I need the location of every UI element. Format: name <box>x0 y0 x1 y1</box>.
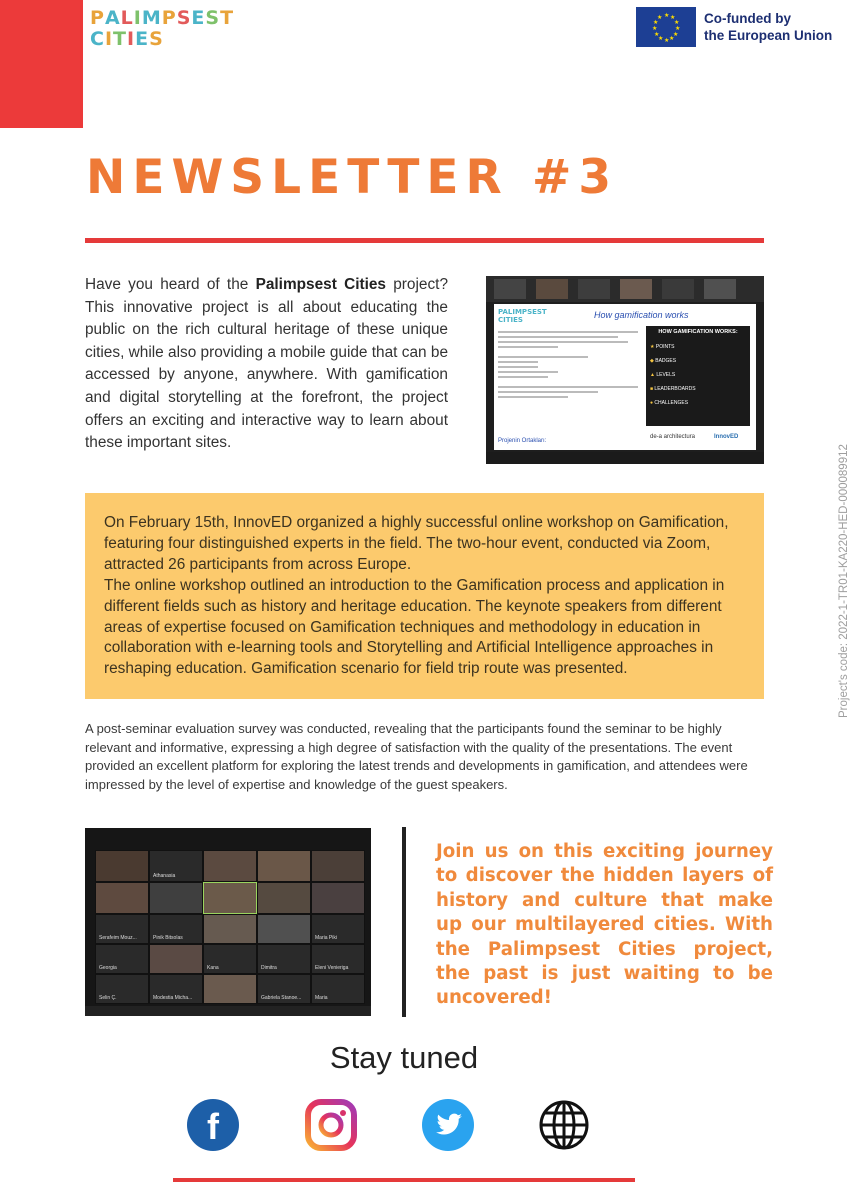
logo-line-1: PALIMPSEST <box>90 7 235 29</box>
panel-item: CHALLENGES <box>654 400 689 406</box>
zoom-gallery-screenshot <box>85 828 371 1016</box>
participant-name: Selin Ç. <box>99 995 117 1001</box>
gamification-slide-screenshot <box>486 276 764 464</box>
workshop-paragraph-1: On February 15th, InnovED organized a highly successful online workshop on Gamification, featuring four distinguished experts in the field. The two-hour event, conducted via Zoom, attracted 26 participants from across Europe. <box>104 514 729 573</box>
participant-name: Serafeim Mouz... <box>99 935 137 941</box>
slide-logo-line-2: CITIES <box>498 316 523 324</box>
logo-line-2: CITIES <box>90 28 164 50</box>
svg-text:★: ★ <box>674 19 680 26</box>
svg-text:★: ★ <box>653 19 659 26</box>
intro-project-name: Palimpsest Cities <box>255 276 386 293</box>
participant-name: Kana <box>207 965 219 971</box>
slide-partners-label: Projenin Ortakları: <box>498 438 547 444</box>
instagram-icon[interactable] <box>305 1099 357 1151</box>
survey-paragraph: A post-seminar evaluation survey was conducted, revealing that the participants found the seminar to be highly relevant and informative, expressing a high degree of satisfaction with the quality of the presentations. The event provided an excellent platform for exploring the latest trends and developments in gamification, and attendees were impressed by the level of expertise and knowledge of the guest speakers. <box>85 721 748 792</box>
project-code-label: Project's code: 2022-1-TR01-KA220-HED-000089912 <box>838 444 850 718</box>
slide-gamification-panel <box>646 326 750 426</box>
panel-item: LEADERBOARDS <box>654 386 696 392</box>
footer-divider <box>173 1178 635 1182</box>
participant-name: Maria <box>315 995 328 1001</box>
slide-body-lines <box>498 328 644 401</box>
panel-items: ★ POINTS ◆ BADGES ▲ LEVELS ■ LEADERBOARDS ● CHALLENGES <box>650 344 696 406</box>
participant-name: Georgia <box>99 965 117 971</box>
slide-partner-1: de-a architectura <box>650 434 696 440</box>
vertical-divider <box>402 827 406 1017</box>
twitter-icon[interactable] <box>422 1099 474 1151</box>
intro-before: Have you heard of the <box>85 276 256 293</box>
svg-text:★: ★ <box>669 35 675 42</box>
facebook-icon[interactable] <box>187 1099 239 1151</box>
panel-title: HOW GAMIFICATION WORKS: <box>658 329 738 335</box>
title-divider <box>85 238 764 243</box>
participant-name: Gabriela Stanoe... <box>261 995 302 1001</box>
workshop-text <box>104 513 744 680</box>
panel-item: BADGES <box>655 358 677 364</box>
workshop-paragraph-2: The online workshop outlined an introduction to the Gamification process and application in different fields such as history and heritage education. The keynote speakers from different areas of expertise focused on Gamification techniques and methodology in education in collaboration with e-learning tools and Storytelling and Artificial Intelligence approaches in reshaping education. Gamification scenario for field trip route was presented. <box>104 576 725 678</box>
svg-text:★: ★ <box>654 31 660 38</box>
panel-item: LEVELS <box>656 372 676 378</box>
participant-name: Dimitra <box>261 965 277 971</box>
participant-name: Eleni Venieriga <box>315 965 349 971</box>
zoom-gallery-toolbar <box>85 1006 371 1016</box>
slide-logo-line-1: PALIMPSEST <box>498 308 547 316</box>
facebook-glyph: f <box>207 1106 219 1147</box>
eu-line-1: Co-funded by <box>704 11 791 26</box>
panel-item: POINTS <box>655 344 675 350</box>
newsletter-title: NEWSLETTER #3 <box>86 150 619 205</box>
svg-text:★: ★ <box>673 31 679 38</box>
svg-text:★: ★ <box>658 35 664 42</box>
slide-canvas <box>494 304 756 450</box>
participant-name: Athanasia <box>153 873 176 879</box>
svg-text:★: ★ <box>664 37 670 44</box>
zoom-toolbar <box>486 452 764 464</box>
slide-title: How gamification works <box>594 310 689 320</box>
eu-cofunded-label <box>704 10 832 44</box>
stay-tuned-heading: Stay tuned <box>329 1040 479 1075</box>
svg-text:★: ★ <box>657 14 663 21</box>
slide-partner-2: InnovED <box>714 434 739 440</box>
participant-name: Modestia Micha... <box>153 995 193 1001</box>
slide-logo <box>498 308 547 324</box>
participant-name: Maria Piki <box>315 935 337 941</box>
svg-text:★: ★ <box>670 14 676 21</box>
intro-paragraph <box>85 274 448 455</box>
svg-text:★: ★ <box>675 25 681 32</box>
red-corner-block <box>0 0 83 128</box>
eu-line-2: the European Union <box>704 28 833 43</box>
join-us-callout: Join us on this exciting journey to discover the hidden layers of history and culture that make up our multilayered cities. With the Palimpsest Cities project, the past is just waiting to be uncovered! <box>436 841 773 1009</box>
intro-after: project? This innovative project is all about educating the public on the rich cultural heritage of these unique cities, while also providing a mobile guide that can be accessed by anyone, anywhere. With gamification and digital storytelling at the forefront, the project offers an exciting and interactive way to learn about these important sites. <box>85 276 448 452</box>
eu-flag-icon <box>636 7 696 47</box>
participant-name: Pinik Bitsolas <box>153 935 183 941</box>
globe-icon[interactable] <box>538 1099 590 1151</box>
svg-text:★: ★ <box>664 12 670 19</box>
svg-text:★: ★ <box>652 25 658 32</box>
zoom-video-strip <box>486 276 764 302</box>
palimpsest-cities-logo <box>90 8 240 58</box>
